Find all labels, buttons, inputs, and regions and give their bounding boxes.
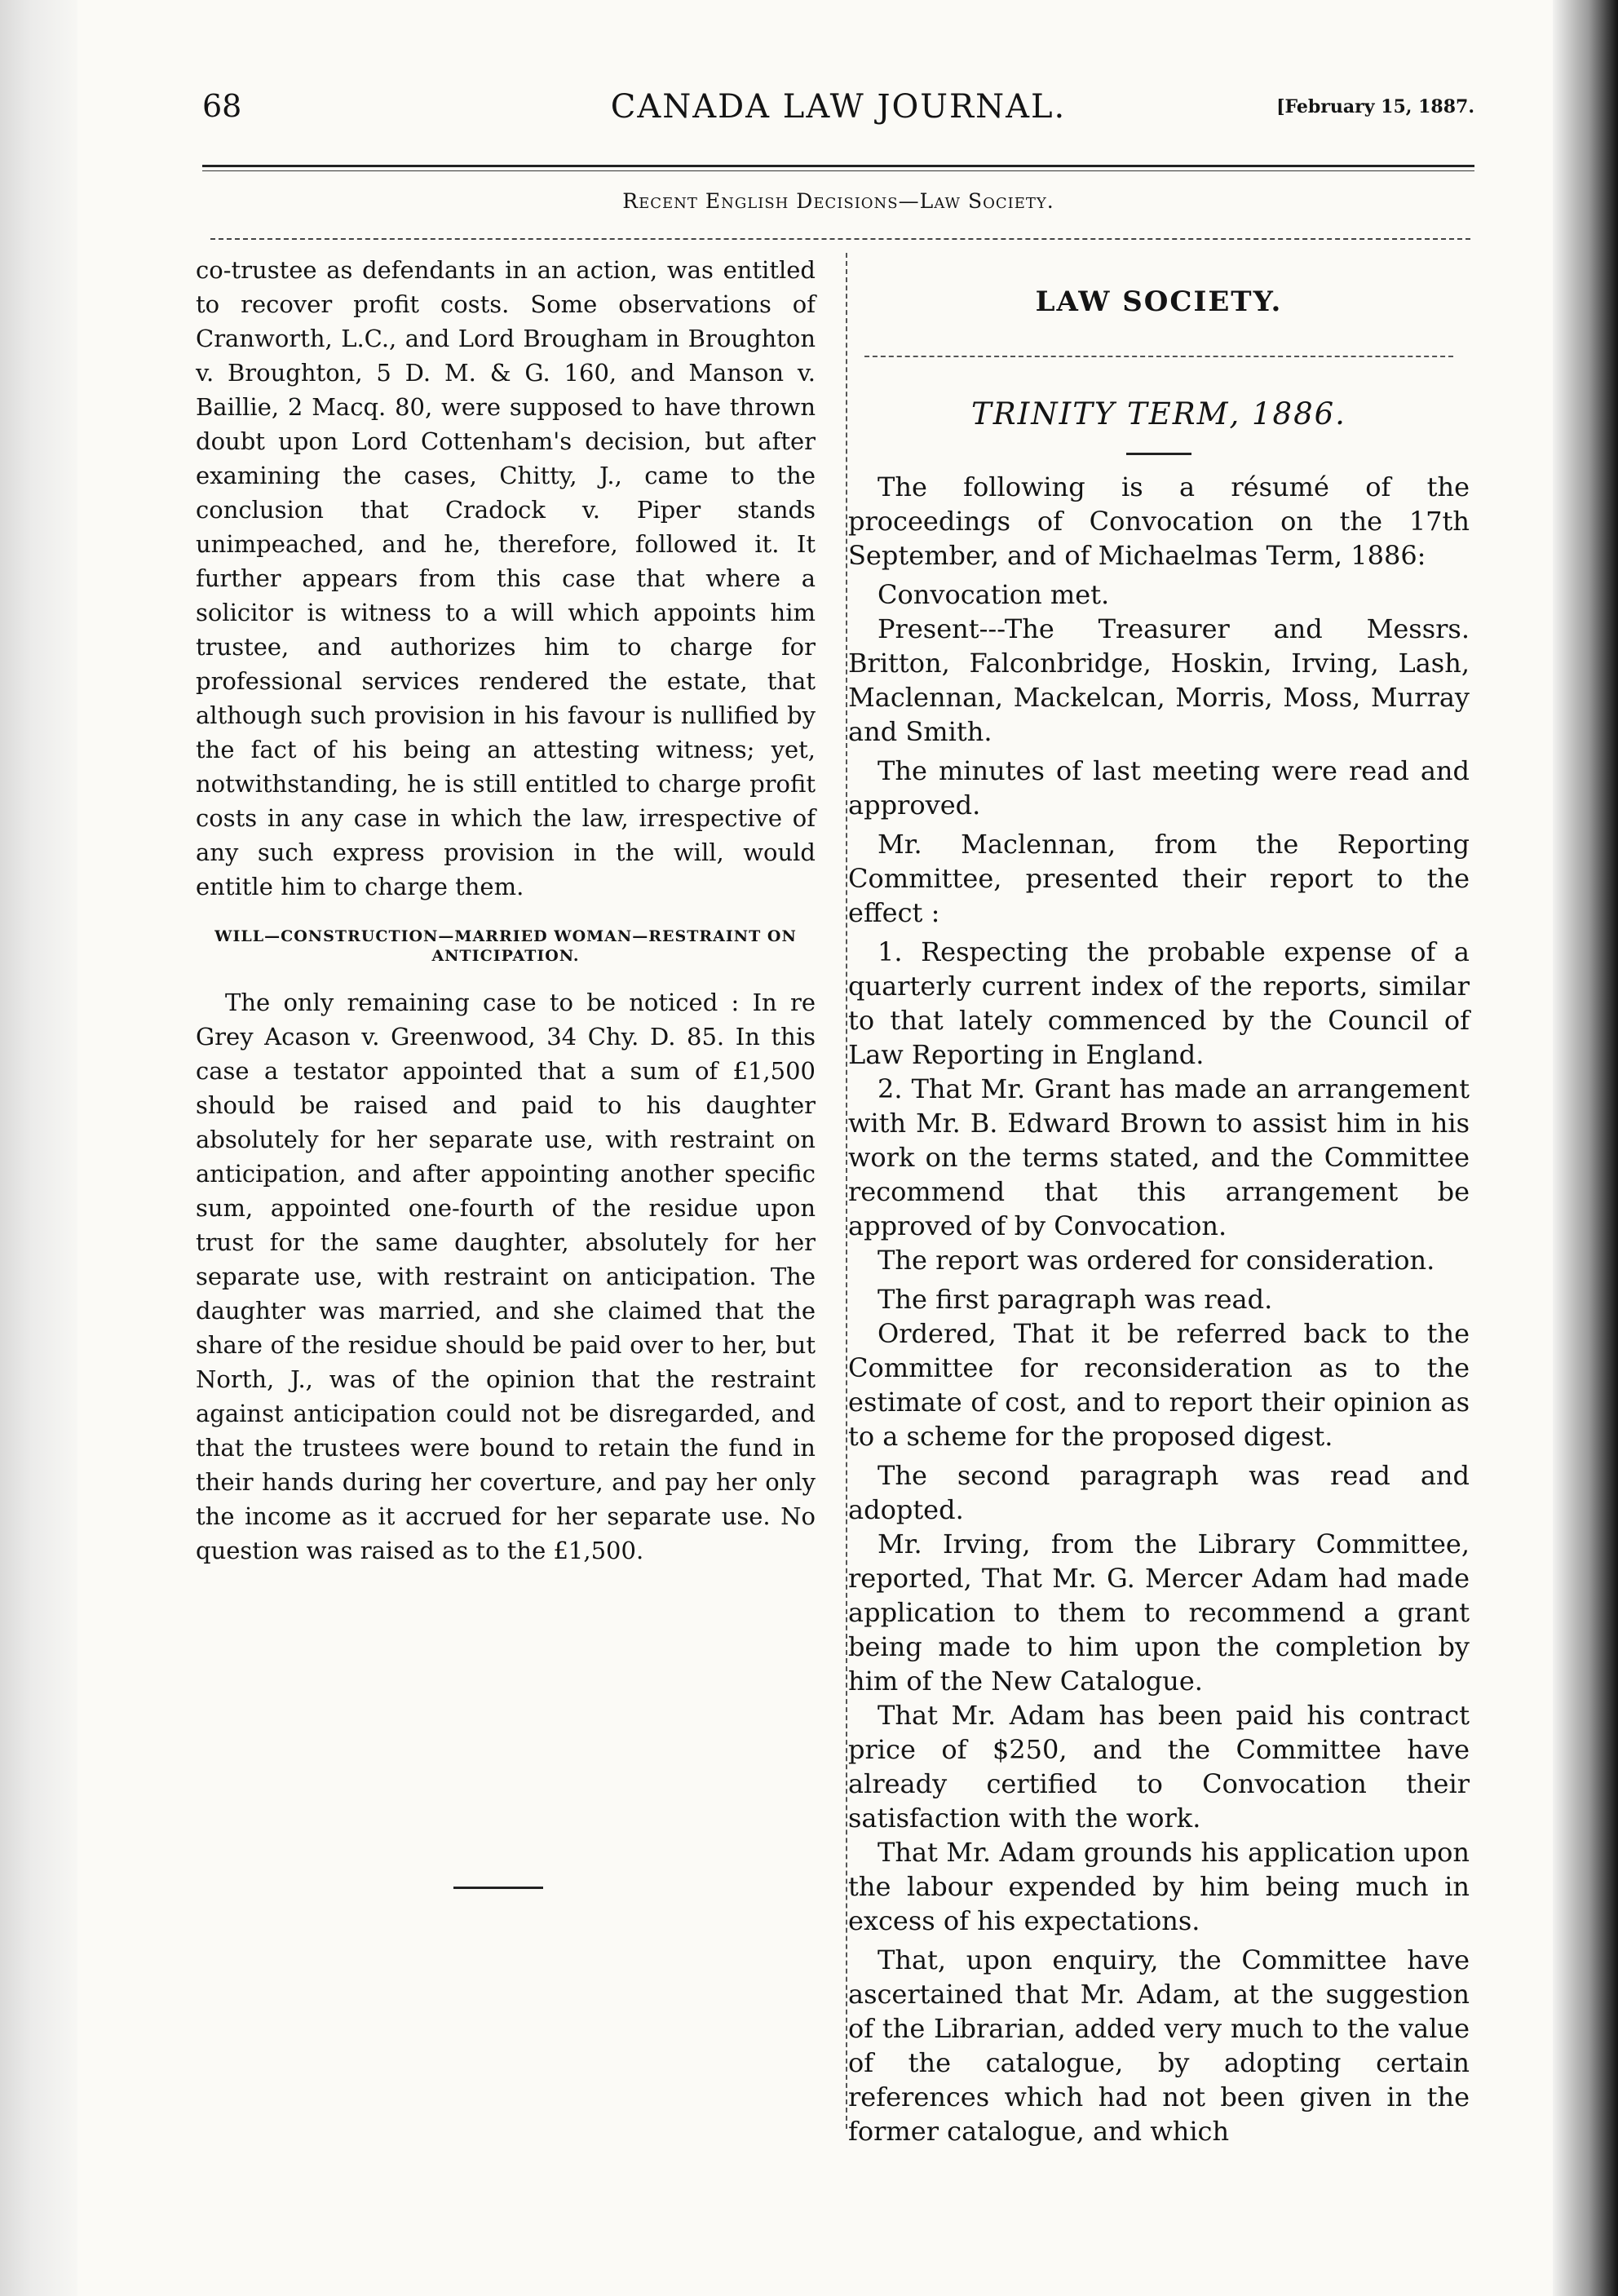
proceedings-paragraph: That, upon enquiry, the Committee have ascertained that Mr. Adam, at the suggestion of the Librarian, added very much to the value of the catalogue, by adopting certain references which had not been given in the former catalogue, and which (848, 1944, 1470, 2147)
proceedings-paragraph: The first paragraph was read. (878, 1284, 1273, 1315)
term-rule (1126, 453, 1191, 455)
title-rule (864, 356, 1453, 357)
section-heading: WILL—CONSTRUCTION—MARRIED WOMAN—RESTRAINT ON ANTICIPATION. (214, 927, 797, 965)
proceedings-paragraph: 1. Respecting the probable expense of a quarterly current index of the reports, similar to that lately commenced by the Council of Law Reporting in England. (848, 936, 1470, 1070)
column-divider (846, 253, 847, 2129)
proceedings-paragraph: That Mr. Adam grounds his application upon the labour expended by him being much in excess of his expectations. (848, 1837, 1470, 1936)
header-rule (202, 165, 1474, 167)
proceedings-paragraph: Mr. Irving, from the Library Committee, reported, That Mr. G. Mercer Adam had made application to them to recommend a grant being made to him upon the completion by him of the New Catalogue. (848, 1528, 1470, 1697)
running-head-rule (210, 238, 1470, 240)
issue-date: [February 15, 1887. (1276, 96, 1474, 117)
page-number: 68 (202, 88, 242, 124)
left-column (196, 253, 816, 1568)
left-paragraph-1: co-trustee as defendants in an action, was entitled to recover profit costs. Some observations of Cranworth, L.C., and Lord Brougham in Broughton v. Broughton, 5 D. M. & G. 160, and Manson v. Baillie, 2 Macq. 80, were supposed to have thrown doubt upon Lord Cottenham's decision, but after examining the cases, Chitty, J., came to the conclusion that Cradock v. Piper stands unimpeached, and he, therefore, followed it. It further appears from this case that where a solicitor is witness to a will which appoints him trustee, and authorizes him to charge for professional services rendered the estate, that although such provision in his favour is nullified by the fact of his being an attesting witness; yet, notwithstanding, he is still entitled to charge profit costs in any case in which the law, irrespective of any such express provision in the will, would entitle him to charge them. (196, 256, 816, 900)
proceedings-paragraph: The report was ordered for consideration. (878, 1245, 1435, 1276)
law-society-title: LAW SOCIETY. (1035, 285, 1283, 318)
proceedings-paragraph: Mr. Maclennan, from the Reporting Committee, presented their report to the effect : (848, 829, 1470, 928)
journal-title: CANADA LAW JOURNAL. (610, 88, 1067, 126)
proceedings-paragraph: Present---The Treasurer and Messrs. Britton, Falconbridge, Hoskin, Irving, Lash, Maclennan, Mackelcan, Morris, Moss, Murray and Smith. (848, 613, 1470, 747)
proceedings-paragraph: The following is a résumé of the proceedings of Convocation on the 17th September, and of Michaelmas Term, 1886: (848, 471, 1470, 571)
proceedings-paragraph: Convocation met. (878, 579, 1110, 610)
article-end-rule (453, 1887, 543, 1889)
left-paragraph-2: The only remaining case to be noticed : In re Grey Acason v. Greenwood, 34 Chy. D. 85. In this case a testator appointed that a sum of £1,500 should be raised and paid to his daughter absolutely for her separate use, with restraint on anticipation, and after appointing another specific sum, appointed one-fourth of the residue upon trust for the same daughter, absolutely for her separate use, with restraint on anticipation. The daughter was married, and she claimed that the share of the residue should be paid over to her, but North, J., was of the opinion that the restraint against anticipation could not be disregarded, and that the trustees were bound to retain the fund in their hands during her coverture, and pay her only the income as it accrued for her separate use. No question was raised as to the £1,500. (196, 989, 816, 1564)
proceedings-paragraph: The second paragraph was read and adopted. (848, 1460, 1470, 1525)
scan-left-edge (0, 0, 77, 2296)
scan-right-edge (1553, 0, 1618, 2296)
page-header (202, 88, 1474, 137)
running-head: Recent English Decisions—Law Society. (622, 189, 1054, 213)
proceedings-paragraph: Ordered, That it be referred back to the Committee for reconsideration as to the estimate of cost, and to report their opinion as to a scheme for the proposed digest. (848, 1318, 1470, 1452)
term-title: TRINITY TERM, 1886. (971, 396, 1346, 431)
header-rule-thin (202, 170, 1474, 171)
proceedings-paragraph: The minutes of last meeting were read and approved. (848, 755, 1470, 821)
right-column (848, 253, 1470, 2148)
proceedings-paragraph: 2. That Mr. Grant has made an arrangement with Mr. B. Edward Brown to assist him in his work on the terms stated, and the Committee recommend that this arrangement be approved of by Convocation. (848, 1073, 1470, 1241)
proceedings-paragraph: That Mr. Adam has been paid his contract price of $250, and the Committee have already certified to Convocation their satisfaction with the work. (848, 1700, 1470, 1834)
